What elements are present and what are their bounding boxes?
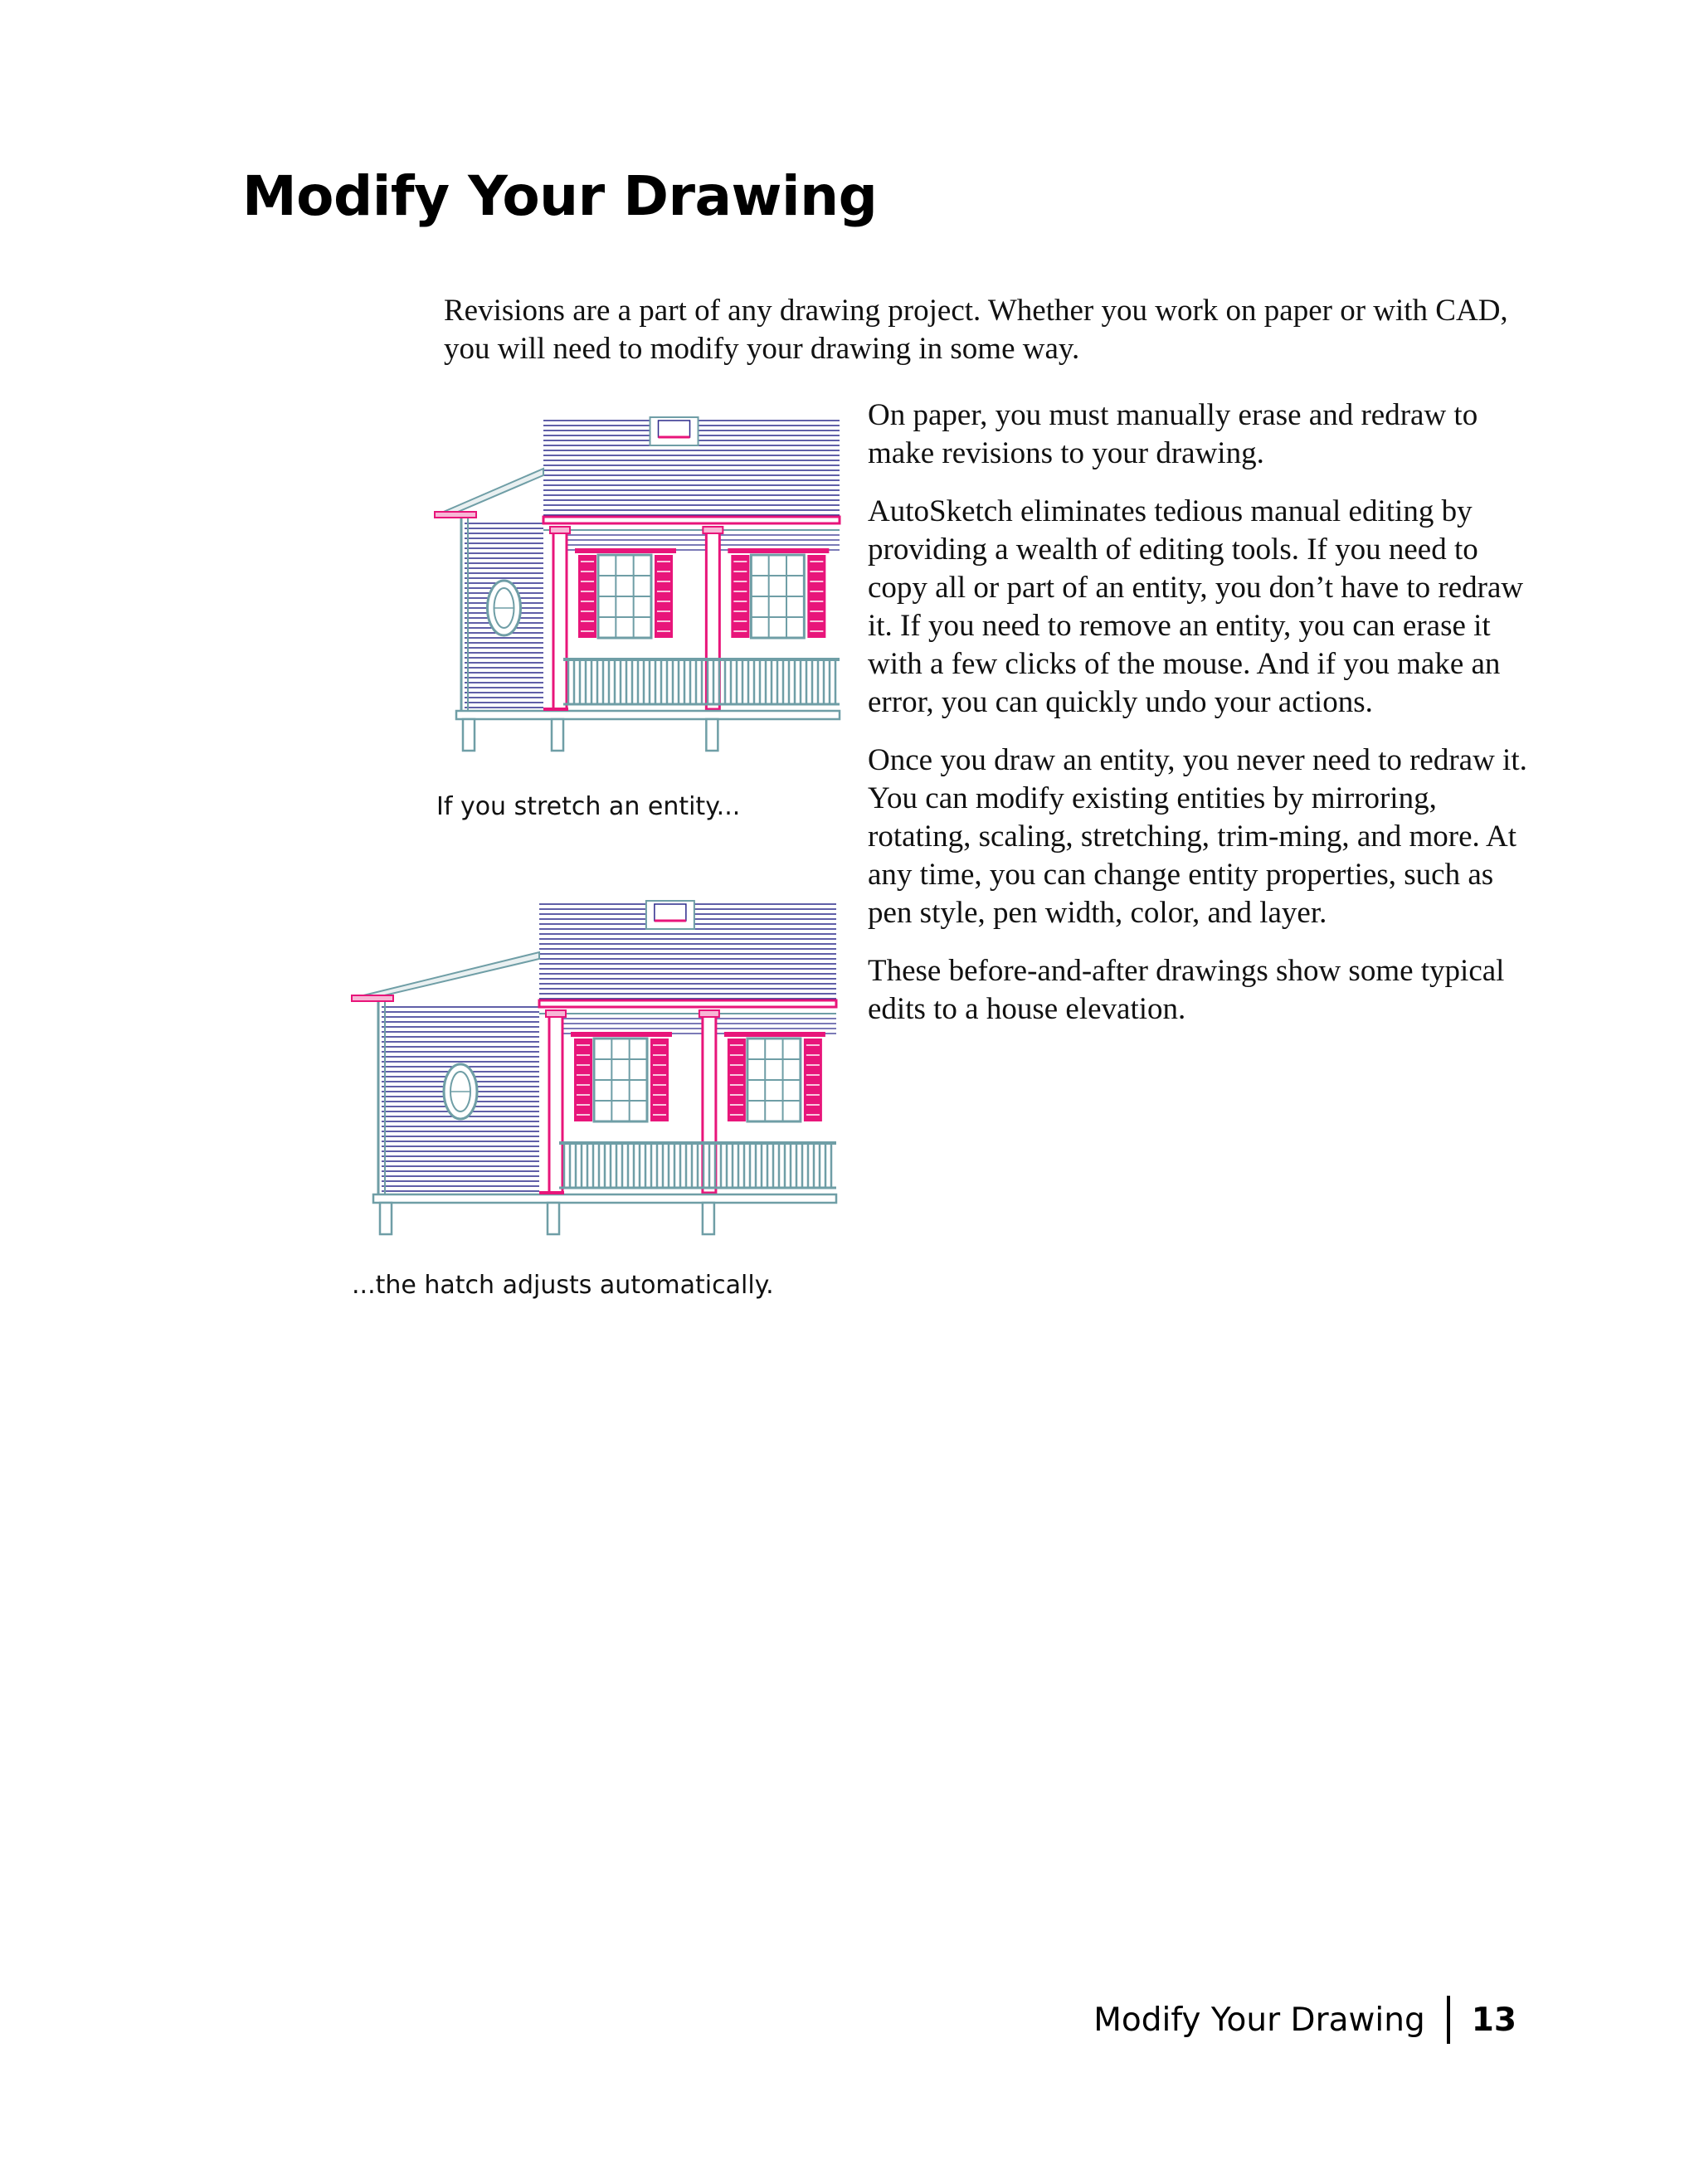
caption-after: ...the hatch adjusts automatically. (352, 1271, 774, 1300)
paragraph-paper: On paper, you must manually erase and redraw to make revisions to your drawing. (868, 398, 1478, 470)
page-number: 13 (1471, 2001, 1516, 2039)
house-elevation-before-image (431, 411, 842, 759)
page-title: Modify Your Drawing (242, 164, 878, 228)
body-column (868, 396, 1531, 1048)
paragraph-modify: Once you draw an entity, you never need to redraw it. You can modify existing entities by mirroring, rotating, scaling, stretching, trim-ming, and more. At any time, you can change entity properties, such as pen style, pen width, color, and layer. (868, 743, 1527, 930)
caption-before: If you stretch an entity... (436, 792, 741, 821)
footer-separator (1447, 1996, 1450, 2044)
paragraph-autosketch: AutoSketch eliminates tedious manual editing by providing a wealth of editing tools. If you need to copy all or part of an entity, you don’t have to redraw it. If you need to remove an entity, you can erase it with a few clicks of the mouse. And if you make an error, you can quickly undo your actions. (868, 494, 1524, 719)
intro-paragraph: Revisions are a part of any drawing project. Whether you work on paper or with CAD, you will need to modify your drawing in some way. (444, 294, 1508, 366)
page-footer (1093, 1996, 1516, 2044)
paragraph-before-after: These before-and-after drawings show some typical edits to a house elevation. (868, 954, 1505, 1026)
footer-section-title: Modify Your Drawing (1093, 2001, 1425, 2039)
house-elevation-after-image (348, 894, 838, 1247)
